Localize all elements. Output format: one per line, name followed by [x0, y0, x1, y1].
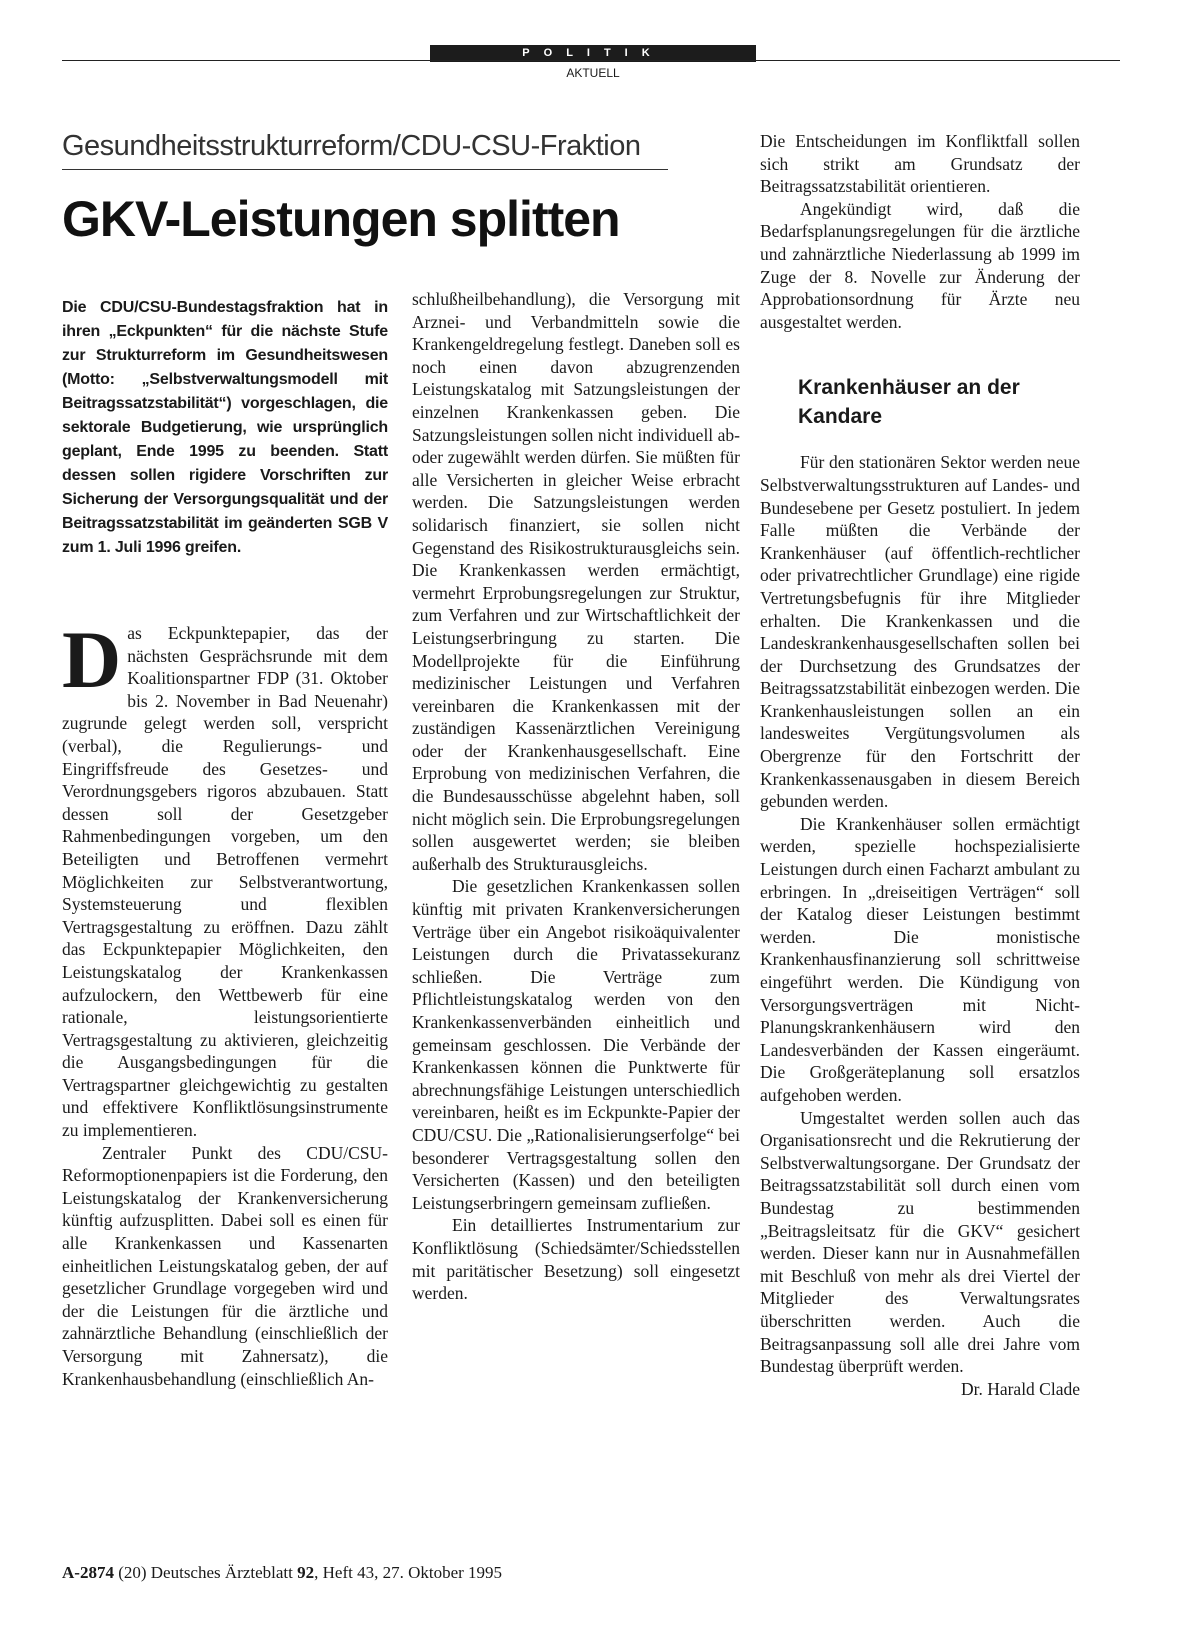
subsection-label: AKTUELL [566, 66, 620, 80]
paragraph-9: Die Krankenhäuser sollen ermächtigt werden, spezielle hochspezialisierte Leistungen durch einen Facharzt ambulant zu erbringen. In „dreiseitigen Verträgen“ soll der Katalog dieser Leistungen bestimmt werden. Die monistische Krankenhausfinanzierung soll schrittweise eingeführt werden. Die Kündigung von Versorgungsverträgen mit Nicht-Planungskrankenhäusern wird den Landesverbänden der Kassen eingeräumt. Die Großgeräteplanung soll ersatzlos aufgehoben werden. [760, 813, 1080, 1105]
paragraph-4: Die gesetzlichen Krankenkassen sollen künftig mit privaten Krankenversicherungen Verträge über ein Angebot risikoäquivalenter Leistungen durch die Privatassekuranz schließen. Die Verträge zum Pflichtleistungskatalog werden von den Krankenkassenverbänden einheitlich und gemeinsam geschlossen. Die Verbände der Krankenkassen können die Punktwerte für abrechnungsfähige Leistungen unterschiedlich vereinbaren, heißt es im Eckpunkte-Papier der CDU/CSU. Die „Rationalisierungserfolge“ bei besonderer Vertragsgestaltung sollen den Versicherten (Kassen) und den beteiligten Leistungserbringern gemeinsam zufließen. [412, 876, 740, 1213]
paragraph-7: Angekündigt wird, daß die Bedarfsplanungsregelungen für die ärztliche und zahnärztliche Niederlassung ab 1999 im Zuge der 8. Novelle zur Änderung der Approbationsordnung für Ärzte neu ausgestaltet werden. [760, 198, 1080, 332]
paragraph-1-text: as Eckpunktepapier, das der nächsten Gesprächsrunde mit dem Koalitionspartner FDP (31. Oktober bis 2. November in Bad Neuenahr) zugrunde gelegt werden soll, verspricht (verbal), die Regulierungs- und Eingriffsfreude des Gesetzes- und Verordnungsgebers rigoros abzubauen. Statt dessen soll der Gesetzgeber Rahmenbedingungen vorgeben, um den Beteiligten und Betroffenen vermehrt Möglichkeiten zur Selbstverantwortung, Systemsteuerung und flexiblen Vertragsgestaltung zu eröffnen. Dazu zählt das Eckpunktepapier Möglichkeiten, den Leistungskatalog der Krankenkassen aufzulockern, den Wettbewerb für eine rationale, leistungsorientierte Vertragsgestaltung zu aktivieren, gleichzeitig die Ausgangsbedingungen für die Vertragspartner gleichgewichtig zu gestalten und effektivere Konfliktlösungsinstrumente zu implementieren. [62, 623, 388, 1141]
paragraph-10-text: Umgestaltet werden sollen auch das Organisationsrecht und die Rekrutierung der Selbstverwaltungsorgane. Der Grundsatz der Beitragssatzstabilität soll durch einen vom Bundestag zu bestimmenden „Beitragsleitsatz für die GKV“ gesichert werden. Dieser kann nur in Ausnahmefällen mit Beschluß von mehr als drei Viertel der Mitglieder des Verwaltungsrates überschritten werden. Auch die Beitragsanpassung soll alle drei Jahre vom Bundestag überprüft werden. [760, 1107, 1080, 1377]
column-3 [760, 130, 1080, 1400]
footer-issue: , Heft 43, 27. Oktober 1995 [314, 1563, 503, 1582]
article-lead [62, 296, 388, 560]
drop-cap: D [62, 614, 122, 705]
page-number: A-2874 [62, 1563, 114, 1582]
article-headline: GKV-Leistungen splitten [62, 191, 620, 247]
section-label: POLITIK [430, 45, 756, 62]
lead-text: Die CDU/CSU-Bundestagsfraktion hat in ihren „Eckpunkten“ für die nächste Stufe zur Strukturreform im Gesundheitswesen (Motto: „Selbstverwaltungsmodell mit Beitragssatzstabilität“) vorgeschlagen, die sektorale Budgetierung, wie ursprünglich geplant, Ende 1995 zu beenden. Statt dessen sollen rigidere Vorschriften zur Sicherung der Versorgungsqualität und der Beitragssatzstabilität im geänderten SGB V zum 1. Juli 1996 greifen. [62, 299, 388, 556]
paragraph-3: schlußheilbehandlung), die Versorgung mit Arznei- und Verbandmitteln sowie die Krankengeldregelung festlegt. Daneben soll es noch einen davon abzugrenzenden Leistungskatalog mit Satzungsleistungen der einzelnen Krankenkassen geben. Die Satzungsleistungen sollen nicht individuell ab- oder zugewählt werden dürfen. Sie müßten für alle Versicherten in gleicher Weise erbracht werden. Die Satzungsleistungen werden solidarisch finanziert, sie sollen nicht Gegenstand des Risikostrukturausgleichs sein. Die Krankenkassen werden ermächtigt, vermehrt Erprobungsregelungen zur Struktur, zum Verfahren und zur Wirtschaftlichkeit der Leistungserbringung zu starten. Die Modellprojekte für die Einführung medizinischer Leistungen und Verfahren vereinbaren die Krankenkassen mit der zuständigen Kassenärztlichen Vereinigung oder der Krankenhausgesellschaft. Eine Erprobung von medizinischen Verfahren, die die Bundesausschüsse abgelehnt haben, soll nicht möglich sein. Die Erprobungsregelungen sollen ausgewertet werden; sie bleiben außerhalb des Strukturausgleichs. [412, 289, 740, 874]
paragraph-10 [760, 1107, 1080, 1399]
article-kicker: Gesundheitsstrukturreform/CDU-CSU-Fraktion [62, 130, 641, 162]
kicker-rule [62, 169, 668, 170]
header-rule [62, 60, 1120, 61]
column-1 [62, 614, 388, 1390]
paragraph-6: Die Entscheidungen im Konfliktfall sollen sich strikt am Grundsatz der Beitragssatzstabilität orientieren. [760, 131, 1080, 197]
column-2 [412, 288, 740, 1305]
paragraph-2: Zentraler Punkt des CDU/CSU-Reformoptionenpapiers ist die Forderung, den Leistungskatalog der Krankenversicherung künftig aufzusplitten. Dabei soll es einen für alle Krankenkassen und Kassenarten einheitlichen Leistungskatalog geben, der auf gesetzlicher Grundlage vorgegeben wird und der die Leistungen für die ärztliche und zahnärztliche Behandlung (einschließlich der Versorgung mit Zahnersatz), die Krankenhausbehandlung (einschließlich An- [62, 1142, 388, 1389]
subheading: Krankenhäuser an der Kandare [798, 376, 1020, 429]
footer-citation: (20) Deutsches Ärzteblatt [118, 1563, 293, 1582]
footer-volume: 92 [297, 1563, 315, 1582]
paragraph-5: Ein detailliertes Instrumentarium zur Konfliktlösung (Schiedsämter/Schiedsstellen mit paritätischer Besetzung) soll eingesetzt werden. [412, 1215, 740, 1304]
paragraph-1 [62, 614, 388, 1142]
paragraph-8: Für den stationären Sektor werden neue Selbstverwaltungsstrukturen auf Landes- und Bundesebene per Gesetz postuliert. In jedem Falle müßten die Verbände der Krankenhäuser (auf öffentlich-rechtlicher oder privatrechtlicher Grundlage) eine rigide Vertretungsbefugnis für ihre Mitglieder erhalten. Die Krankenkassen und die Landeskrankenhausgesellschaften sollen bei der Durchsetzung des Grundsatzes der Beitragssatzstabilität einbezogen werden. Die Krankenhausleistungen sollen an ein landesweites Vergütungsvolumen als Obergrenze für den Fortschritt der Krankenkassenausgaben in diesem Bereich gebunden werden. [760, 452, 1080, 812]
author-byline: Dr. Harald Clade [960, 1378, 1080, 1399]
page-footer [62, 1563, 502, 1583]
